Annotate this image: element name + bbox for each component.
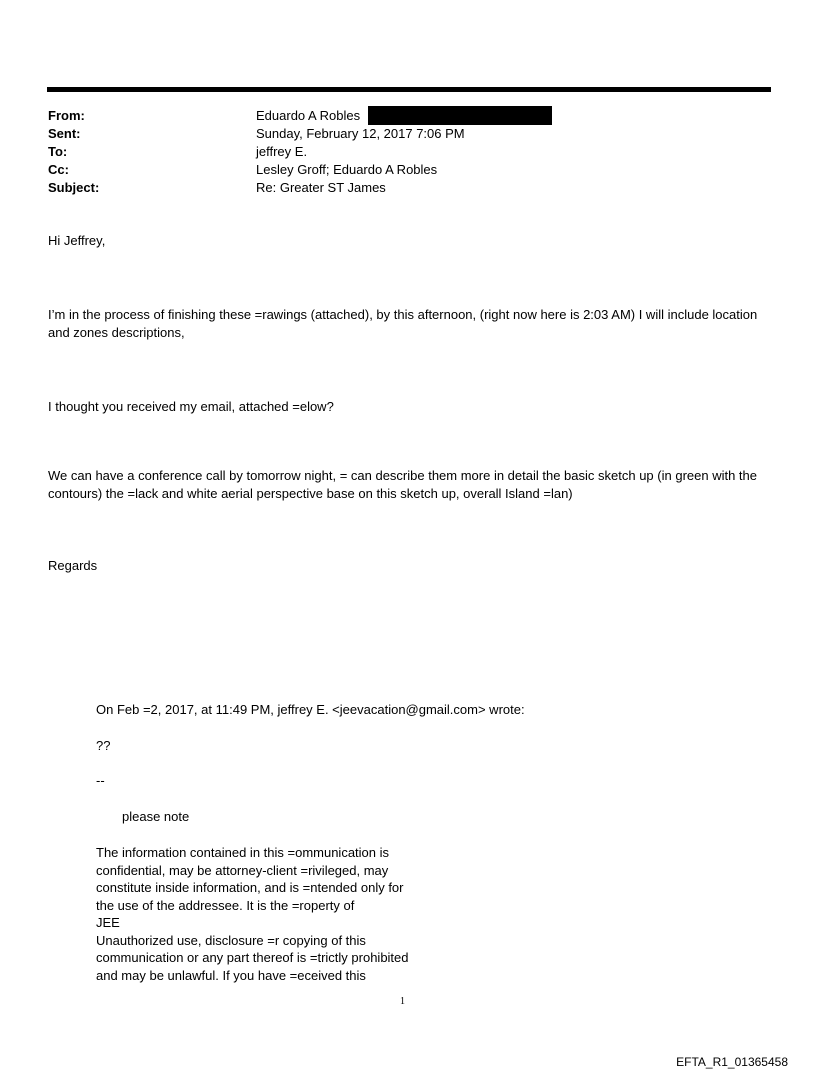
disclaimer-line: and may be unlawful. If you have =eceived this xyxy=(96,967,366,983)
quoted-intro: On Feb =2, 2017, at 11:49 PM, jeffrey E. <jeevacation@gmail.com> wrote: xyxy=(96,702,525,717)
sent-value: Sunday, February 12, 2017 7:06 PM xyxy=(256,126,465,141)
redaction-block xyxy=(368,106,552,125)
disclaimer xyxy=(96,844,456,984)
body-paragraph-2: I thought you received my email, attached =elow? xyxy=(48,399,334,414)
body-paragraph-1: I’m in the process of finishing these =rawings (attached), by this afternoon, (right now here is 2:03 AM) I will include location and zones descriptions, xyxy=(48,307,758,340)
disclaimer-line: The information contained in this =ommunication is xyxy=(96,845,390,860)
signature-separator: -- xyxy=(96,773,105,788)
from-value: Eduardo A Robles xyxy=(256,108,361,123)
please-note: please note xyxy=(122,809,190,824)
subject-value: Re: Greater ST James xyxy=(256,180,386,195)
sent-label: Sent: xyxy=(48,126,81,141)
greeting: Hi Jeffrey, xyxy=(48,233,106,248)
cc-label: Cc: xyxy=(48,162,69,177)
disclaimer-line: the use of the addressee. It is the =roperty of xyxy=(96,897,355,913)
header-rule xyxy=(47,87,771,92)
disclaimer-line: constitute inside information, and is =ntended only for xyxy=(96,880,404,895)
to-value: jeffrey E. xyxy=(256,144,308,159)
disclaimer-line: Unauthorized use, disclosure =r copying of this xyxy=(96,932,366,948)
document-id: EFTA_R1_01365458 xyxy=(676,1055,788,1069)
disclaimer-line: confidential, may be attorney-client =rivileged, may xyxy=(96,862,389,878)
closing: Regards xyxy=(48,558,98,573)
from-label: From: xyxy=(48,108,85,123)
to-label: To: xyxy=(48,144,68,159)
disclaimer-line: communication or any part thereof is =trictly prohibited xyxy=(96,950,409,965)
disclaimer-line: JEE xyxy=(96,915,120,930)
subject-label: Subject: xyxy=(48,180,100,195)
body-paragraph-3: We can have a conference call by tomorrow night, = can describe them more in detail the basic sketch up (in green with the contours) the =lack and white aerial perspective base on this sketch up, overall Island =lan) xyxy=(48,468,757,501)
page-number: 1 xyxy=(400,996,405,1007)
cc-value: Lesley Groff; Eduardo A Robles xyxy=(256,162,438,177)
quoted-line: ?? xyxy=(96,738,111,753)
